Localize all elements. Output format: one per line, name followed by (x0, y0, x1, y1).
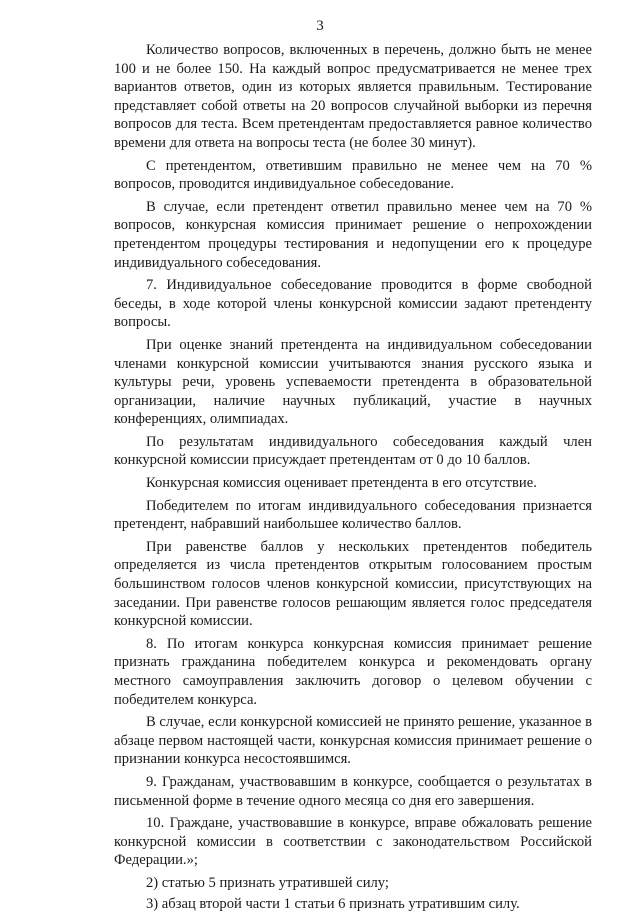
paragraph-test-failure: В случае, если претендент ответил правильно менее чем на 70 % вопросов, конкурсная комиссия принимает решение о непрохождении претендентом процедуры тестирования и недопущении его к процедуре индивидуального собеседования. (114, 198, 592, 271)
paragraph-winner: Победителем по итогам индивидуального собеседования признается претендент, набравший наибольшее количество баллов. (114, 497, 592, 533)
paragraph-item-7: 7. Индивидуальное собеседование проводится в форме свободной беседы, в ходе которой члены конкурсной комиссии задают претенденту вопросы. (114, 277, 592, 331)
paragraph-interview-admission: С претендентом, ответившим правильно не менее чем на 70 % вопросов, проводится индивидуальное собеседование. (114, 157, 592, 193)
paragraph-scoring: По результатам индивидуального собеседования каждый член конкурсной комиссии присуждает претендентам от 0 до 10 баллов. (114, 433, 592, 469)
paragraph-knowledge-evaluation: При оценке знаний претендента на индивидуальном собеседовании членами конкурсной комиссии учитываются знания русского языка и культуры речи, уровень успеваемости претендента в образовательной организации, наличие научных публикаций, участие в научных конференциях, олимпиадах. (114, 336, 592, 428)
paragraph-article-5-repeal: 2) статью 5 признать утратившей силу; (146, 874, 389, 891)
paragraph-evaluation-absence: Конкурсная комиссия оценивает претендента в его отсутствие. (146, 475, 537, 492)
document-body (114, 41, 592, 915)
paragraph-questions-count: Количество вопросов, включенных в перечень, должно быть не менее 100 и не более 150. На каждый вопрос предусматривается не менее трех вариантов ответов, один из которых является правильным. Тестирование представляет собой ответы на 20 вопросов случайной выборки из перечня вопросов для теста. Всем претендентам предоставляется равное количество времени для ответа на вопросы теста (не более 30 минут). (114, 42, 592, 151)
paragraph-item-10: 10. Граждане, участвовавшие в конкурсе, вправе обжаловать решение конкурсной комиссии в соответствии с законодательством Российской Федерации.»; (114, 815, 592, 869)
page-number: 3 (316, 18, 324, 34)
paragraph-item-9: 9. Гражданам, участвовавшим в конкурсе, сообщается о результатах в письменной форме в течение одного месяца со дня его завершения. (114, 773, 592, 809)
paragraph-item-8: 8. По итогам конкурса конкурсная комиссия принимает решение признать гражданина победителем конкурса и рекомендовать органу местного самоуправления заключить договор о целевом обучении с победителем конкурса. (114, 635, 592, 708)
paragraph-article-6-repeal: 3) абзац второй части 1 статьи 6 признать утратившим силу. (146, 895, 520, 912)
paragraph-tie-break: При равенстве баллов у нескольких претендентов победитель определяется из числа претендентов открытым голосованием простым большинством голосов членов конкурсной комиссии, присутствующих на заседании. При равенстве голосов решающим является голос председателя конкурсной комиссии. (114, 538, 592, 630)
paragraph-contest-failed: В случае, если конкурсной комиссией не принято решение, указанное в абзаце первом настоящей части, конкурсная комиссия принимает решение о признании конкурса несостоявшимся. (114, 714, 592, 768)
